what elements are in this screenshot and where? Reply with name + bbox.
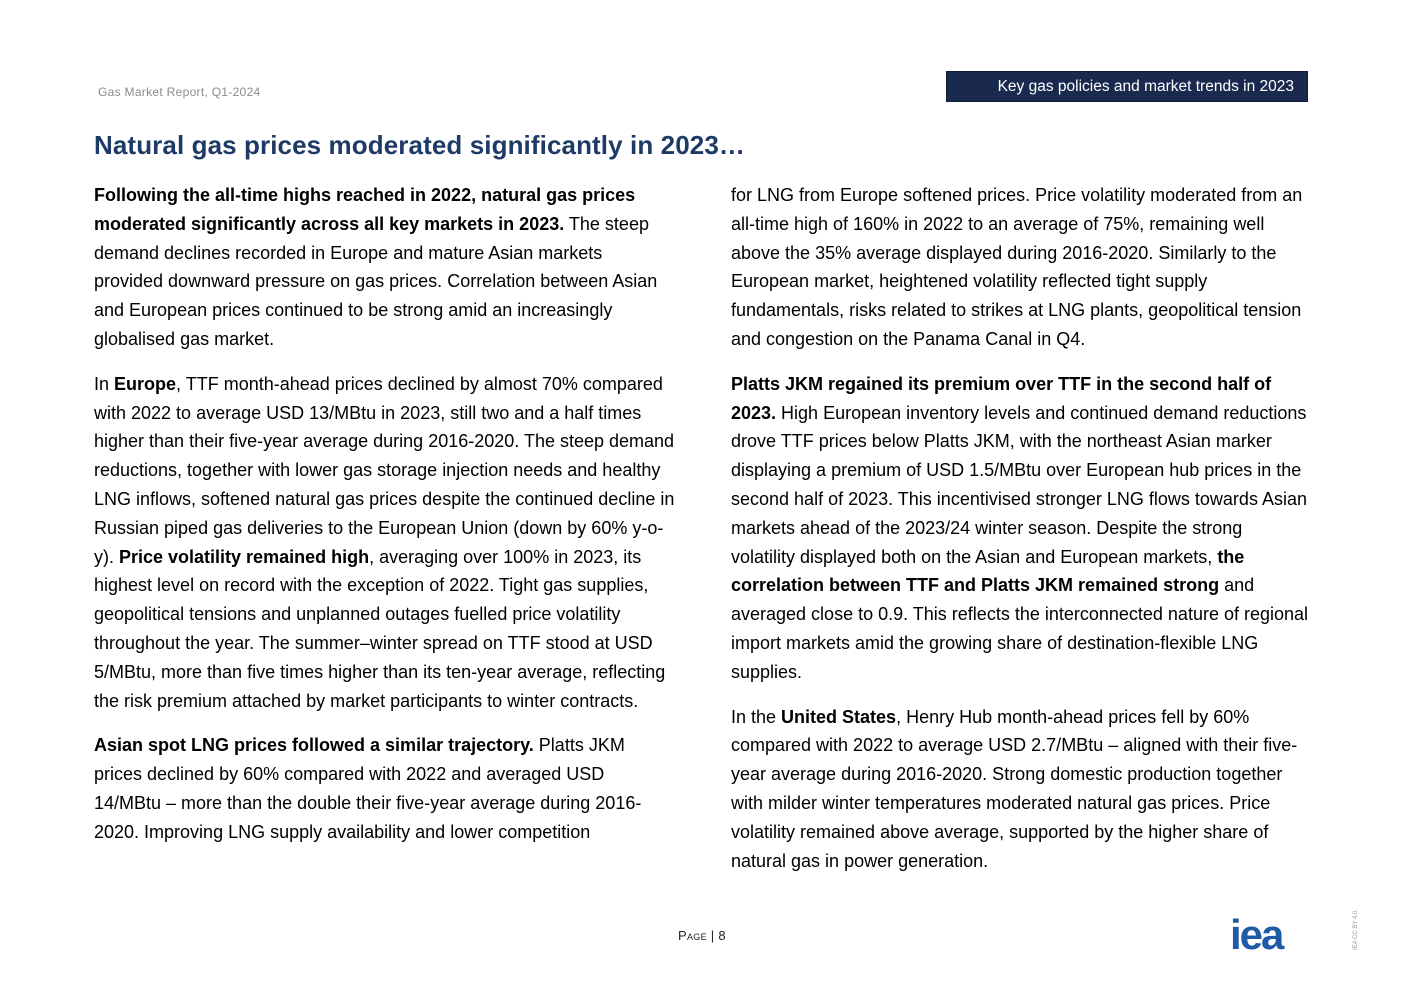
paragraph	[731, 181, 1311, 354]
page-number	[678, 928, 726, 943]
paragraph	[731, 370, 1311, 687]
page-label: Page	[678, 928, 707, 943]
text: and averaged close to 0.9. This reflects the interconnected nature of regional import markets amid the growing share of destination-flexible LNG supplies.	[731, 575, 1309, 682]
bold-term: Europe	[114, 373, 177, 394]
bold-term: the correlation between TTF and Platts JKM remained strong	[731, 546, 1245, 596]
bold-lead: Platts JKM regained its premium over TTF in the second half of 2023.	[731, 373, 1272, 423]
bold-lead: Following the all-time highs reached in 2022, natural gas prices moderated significantly across all key markets in 2023.	[94, 185, 636, 234]
separator: |	[706, 928, 719, 943]
paragraph	[94, 731, 676, 846]
paragraph	[731, 703, 1311, 876]
text: , TTF month-ahead prices declined by almost 70% compared with 2022 to average USD 13/MBtu in 2023, still two and a half times higher than their five-year average during 2016-2020. The steep demand reductions, together with lower gas storage injection needs and healthy LNG inflows, softened natural gas prices despite the continued decline in Russian piped gas deliveries to the European Union (down by 60% y-o-y).	[94, 373, 675, 567]
report-name: Gas Market Report, Q1-2024	[98, 85, 261, 99]
page-title: Natural gas prices moderated significantly in 2023…	[94, 130, 745, 160]
logo-text: iea	[1230, 917, 1283, 953]
text: In	[94, 373, 115, 394]
text: The steep demand declines recorded in Europe and mature Asian markets provided downward pressure on gas prices. Correlation between Asian and European prices continued to be strong amid an increasingly globalised gas market.	[94, 213, 658, 349]
text: , Henry Hub month-ahead prices fell by 60% compared with 2022 to average USD 2.7/MBtu – aligned with their five-year average during 2016-2020. Strong domestic production together with milder winter temperatures moderated natural gas prices. Price volatility remained above average, supported by the higher share of natural gas in power generation.	[731, 706, 1298, 871]
section-tab: Key gas policies and market trends in 2023	[946, 71, 1308, 102]
page-number-value: 8	[718, 928, 726, 943]
bold-term: Price volatility remained high	[119, 546, 370, 567]
bold-term: United States	[781, 706, 897, 727]
text: High European inventory levels and continued demand reductions drove TTF prices below Platts JKM, with the northeast Asian marker displaying a premium of USD 1.5/MBtu over European hub prices in the second half of 2023. This incentivised stronger LNG flows towards Asian markets ahead of the 2023/24 winter season. Despite the strong volatility displayed both on the Asian and European markets,	[731, 402, 1307, 567]
paragraph	[94, 181, 676, 354]
text: for LNG from Europe softened prices. Price volatility moderated from an all-time high of 160% in 2022 to an average of 75%, remaining well above the 35% average displayed during 2016-2020. Similarly to the European market, heightened volatility reflected tight supply fundamentals, risks related to strikes at LNG plants, geopolitical tension and congestion on the Panama Canal in Q4.	[731, 185, 1303, 349]
right-column	[731, 181, 1311, 891]
text: Platts JKM prices declined by 60% compared with 2022 and averaged USD 14/MBtu – more than the double their five-year average during 2016-2020. Improving LNG supply availability and lower competition	[94, 735, 642, 842]
license-note: IEA CC BY 4.0.	[1353, 909, 1359, 950]
iea-logo-icon	[1230, 917, 1310, 953]
text: , averaging over 100% in 2023, its highest level on record with the exception of 2022. Tight gas supplies, geopolitical tensions and unplanned outages fuelled price volatility throughout the year. The summer–winter spread on TTF stood at USD 5/MBtu, more than five times higher than its ten-year average, reflecting the risk premium attached by market participants to winter contracts.	[94, 546, 666, 711]
paragraph	[94, 370, 676, 716]
bold-lead: Asian spot LNG prices followed a similar trajectory.	[94, 735, 534, 756]
text: In the	[731, 706, 782, 727]
left-column	[94, 181, 676, 863]
